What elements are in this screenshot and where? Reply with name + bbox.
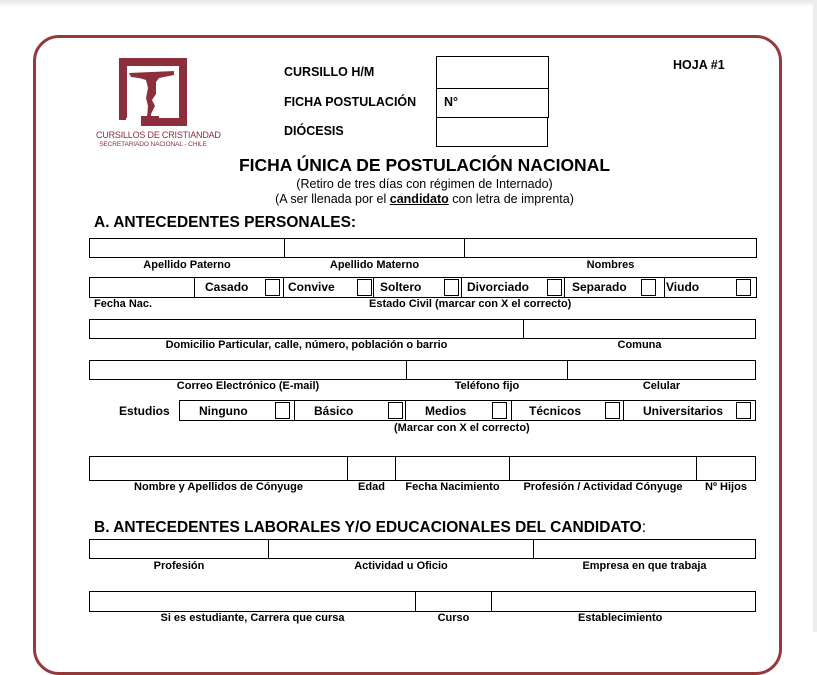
contact-row bbox=[89, 360, 756, 380]
apellido-materno-field[interactable] bbox=[284, 238, 465, 258]
conyuge-fecha-nacimiento-label: Fecha Nacimiento bbox=[405, 481, 500, 493]
divorciado-label: Divorciado bbox=[467, 280, 530, 294]
profesion-field[interactable] bbox=[89, 539, 269, 559]
spouse-row bbox=[89, 456, 756, 481]
domicilio-field[interactable] bbox=[89, 319, 524, 339]
convive-checkbox[interactable] bbox=[357, 279, 372, 296]
viewer-top-edge bbox=[0, 0, 817, 6]
section-b-heading-text: B. ANTECEDENTES LABORALES Y/O EDUCACIONALES DEL CANDIDATO bbox=[94, 519, 642, 536]
apellido-materno-label: Apellido Materno bbox=[329, 259, 420, 271]
address-row bbox=[89, 319, 756, 339]
numero-hijos-label: Nº Hijos bbox=[705, 481, 747, 493]
viudo-label: Viudo bbox=[666, 280, 700, 294]
basico-checkbox[interactable] bbox=[388, 402, 403, 419]
ninguno-label: Ninguno bbox=[199, 404, 248, 418]
diocesis-label: DIÓCESIS bbox=[284, 124, 344, 138]
sheet-number: HOJA #1 bbox=[673, 58, 725, 72]
telefono-fijo-field[interactable] bbox=[406, 360, 568, 380]
profesion-label: Profesión bbox=[153, 560, 205, 572]
names-row bbox=[89, 238, 757, 258]
ficha-postulacion-field[interactable] bbox=[436, 88, 549, 118]
instructions-post: con letra de imprenta) bbox=[448, 192, 574, 206]
nombres-field[interactable] bbox=[464, 238, 757, 258]
ficha-postulacion-label: FICHA POSTULACIÓN bbox=[284, 95, 417, 109]
universitarios-label: Universitarios bbox=[643, 404, 724, 418]
establecimiento-field[interactable] bbox=[491, 591, 756, 612]
medios-checkbox[interactable] bbox=[492, 402, 507, 419]
estudios-label: Estudios bbox=[119, 404, 170, 418]
conyuge-profesion-field[interactable] bbox=[509, 456, 697, 481]
ninguno-checkbox[interactable] bbox=[275, 402, 290, 419]
email-label: Correo Electrónico (E-mail) bbox=[176, 380, 320, 392]
divorciado-checkbox[interactable] bbox=[547, 279, 562, 296]
separado-label: Separado bbox=[572, 280, 627, 294]
empresa-label: Empresa en que trabaja bbox=[582, 560, 707, 572]
form-title: FICHA ÚNICA DE POSTULACIÓN NACIONAL bbox=[238, 155, 611, 175]
celular-field[interactable] bbox=[567, 360, 756, 380]
viewer-scrollbar-track[interactable] bbox=[813, 0, 817, 632]
conyuge-nombre-field[interactable] bbox=[89, 456, 348, 481]
separado-checkbox[interactable] bbox=[641, 279, 656, 296]
apellido-paterno-field[interactable] bbox=[89, 238, 285, 258]
telefono-fijo-label: Teléfono fijo bbox=[454, 380, 520, 392]
viudo-checkbox[interactable] bbox=[736, 279, 751, 296]
carrera-label: Si es estudiante, Carrera que cursa bbox=[160, 612, 345, 624]
instructions-emphasis: candidato bbox=[389, 192, 449, 206]
logo-line-2: SECRETARIADO NACIONAL - CHILE bbox=[99, 141, 207, 148]
conyuge-fecha-nacimiento-field[interactable] bbox=[395, 456, 510, 481]
section-b-heading bbox=[94, 519, 646, 537]
section-a-heading: A. ANTECEDENTES PERSONALES: bbox=[94, 214, 357, 231]
logo-line-1: CURSILLOS DE CRISTIANDAD bbox=[96, 130, 221, 140]
study-row bbox=[89, 591, 756, 612]
cursillo-label: CURSILLO H/M bbox=[284, 65, 375, 79]
estado-civil-caption: Estado Civil (marcar con X el correcto) bbox=[369, 298, 572, 310]
curso-field[interactable] bbox=[415, 591, 492, 612]
conyuge-nombre-label: Nombre y Apellidos de Cónyuge bbox=[134, 481, 303, 493]
form-instructions bbox=[0, 192, 817, 206]
estudios-caption: (Marcar con X el correcto) bbox=[394, 422, 530, 434]
tecnicos-checkbox[interactable] bbox=[605, 402, 620, 419]
section-b-heading-colon: : bbox=[641, 519, 647, 536]
tecnicos-label: Técnicos bbox=[529, 404, 582, 418]
instructions-pre: (A ser llenada por el bbox=[275, 192, 390, 206]
crucifix-logo-icon bbox=[119, 58, 187, 126]
comuna-label: Comuna bbox=[617, 339, 662, 351]
soltero-checkbox[interactable] bbox=[444, 279, 459, 296]
conyuge-profesion-label: Profesión / Actividad Cónyuge bbox=[523, 481, 683, 493]
carrera-field[interactable] bbox=[89, 591, 416, 612]
actividad-field[interactable] bbox=[268, 539, 534, 559]
convive-label: Convive bbox=[288, 280, 335, 294]
numero-prefix: N° bbox=[444, 95, 459, 109]
soltero-label: Soltero bbox=[380, 280, 422, 294]
fecha-nac-field[interactable] bbox=[89, 277, 195, 298]
basico-label: Básico bbox=[314, 404, 354, 418]
casado-checkbox[interactable] bbox=[265, 279, 280, 296]
curso-label: Curso bbox=[437, 612, 470, 624]
conyuge-edad-field[interactable] bbox=[347, 456, 396, 481]
work-row bbox=[89, 539, 756, 559]
nombres-label: Nombres bbox=[586, 259, 635, 271]
casado-label: Casado bbox=[205, 280, 249, 294]
universitarios-checkbox[interactable] bbox=[736, 402, 751, 419]
celular-label: Celular bbox=[642, 380, 681, 392]
conyuge-edad-label: Edad bbox=[358, 481, 385, 493]
medios-label: Medios bbox=[425, 404, 467, 418]
establecimiento-label: Establecimiento bbox=[578, 612, 663, 624]
comuna-field[interactable] bbox=[523, 319, 756, 339]
civil-state-row bbox=[89, 277, 757, 298]
email-field[interactable] bbox=[89, 360, 407, 380]
actividad-label: Actividad u Oficio bbox=[354, 560, 448, 572]
apellido-paterno-label: Apellido Paterno bbox=[143, 259, 231, 271]
cursillo-field[interactable] bbox=[436, 56, 549, 89]
fecha-nac-label: Fecha Nac. bbox=[94, 298, 153, 310]
empresa-field[interactable] bbox=[533, 539, 756, 559]
form-subtitle: (Retiro de tres días con régimen de Internado) bbox=[296, 177, 553, 191]
numero-hijos-field[interactable] bbox=[696, 456, 756, 481]
domicilio-label: Domicilio Particular, calle, número, población o barrio bbox=[165, 339, 448, 351]
diocesis-field[interactable] bbox=[436, 117, 548, 147]
